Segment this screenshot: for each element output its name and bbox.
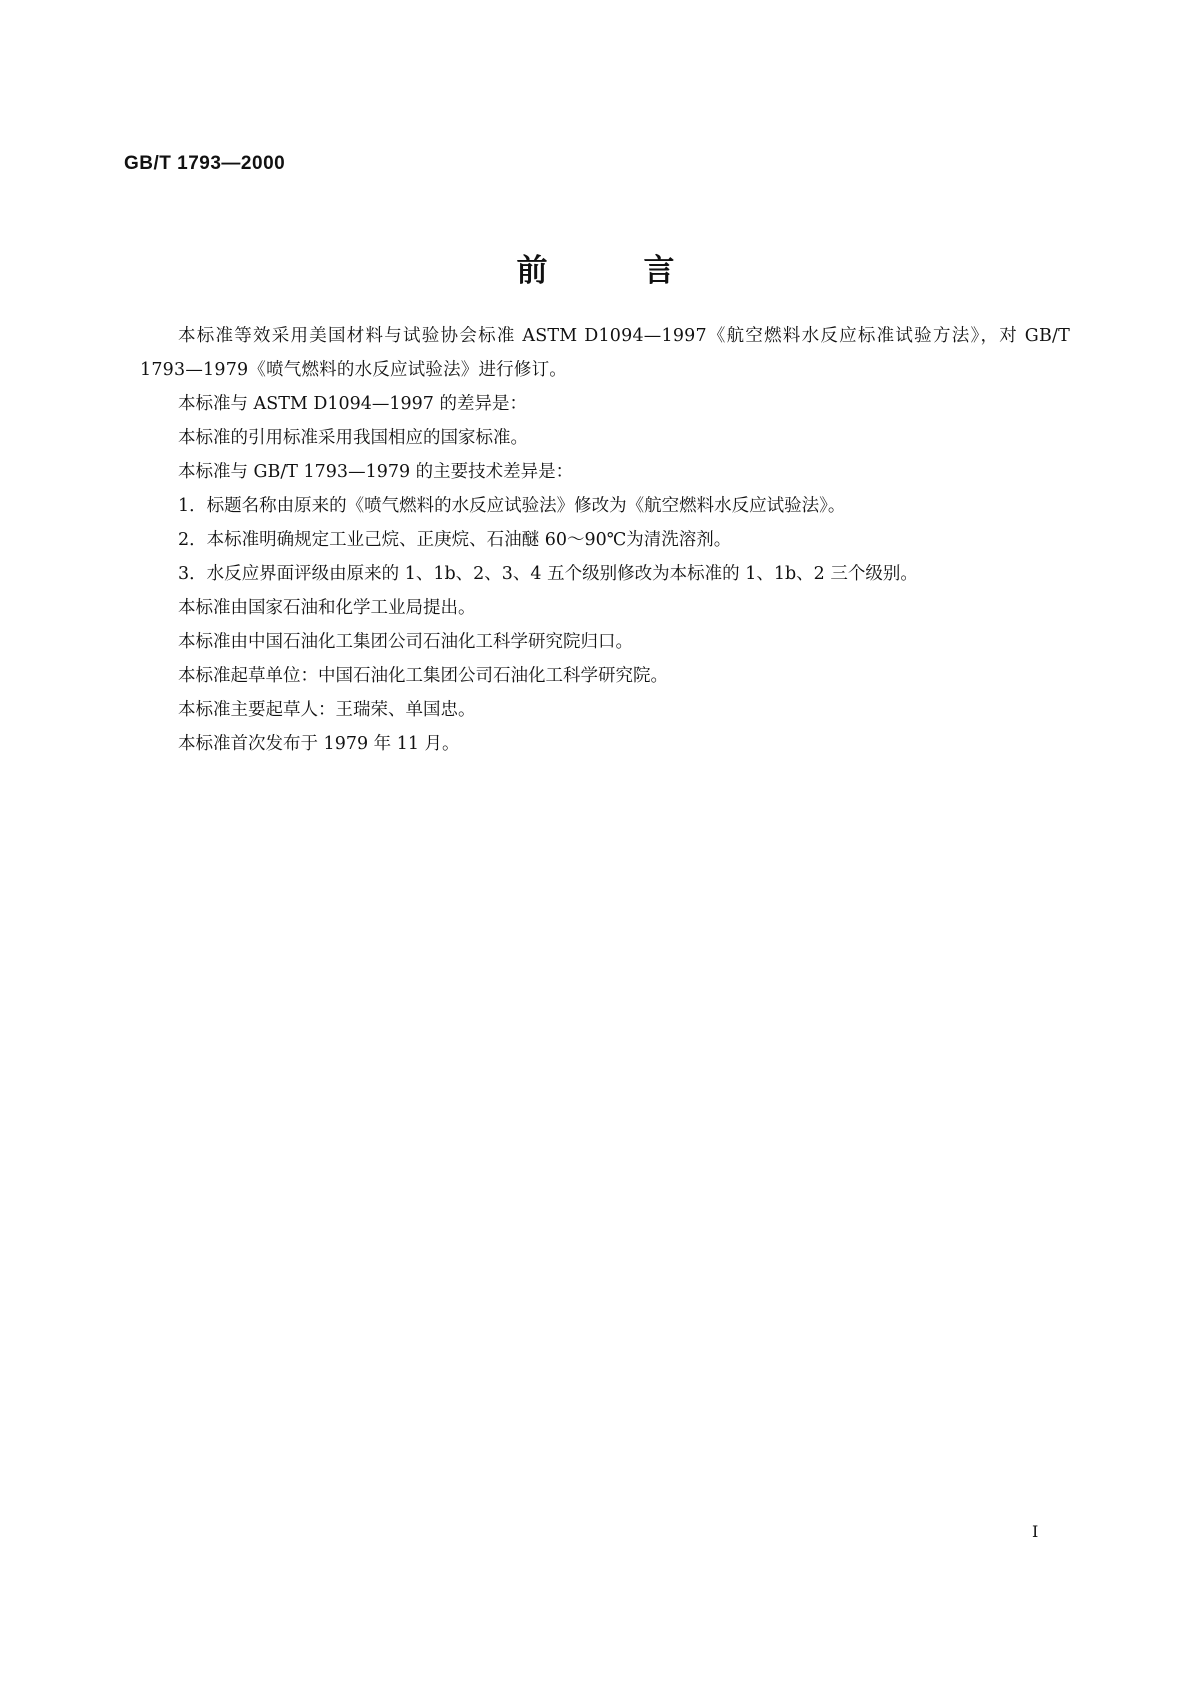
list-item-1: 1．标题名称由原来的《喷气燃料的水反应试验法》修改为《航空燃料水反应试验法》。 bbox=[178, 496, 846, 516]
paragraph-adoption: 本标准等效采用美国材料与试验协会标准 ASTM D1094—1997《航空燃料水反应标准试验方法》，对 GB/T 1793—1979《喷气燃料的水反应试验法》进行修订。 bbox=[140, 326, 1070, 380]
paragraph-drafters: 本标准主要起草人：王瑞荣、单国忠。 bbox=[178, 700, 476, 720]
standard-code: GB/T 1793—2000 bbox=[124, 153, 286, 174]
page-title bbox=[0, 245, 1191, 290]
paragraph-drafting-unit: 本标准起草单位：中国石油化工集团公司石油化工科学研究院。 bbox=[178, 666, 668, 686]
paragraph-reference-standards: 本标准的引用标准采用我国相应的国家标准。 bbox=[178, 428, 528, 448]
title-part-1: 前 bbox=[516, 253, 548, 289]
title-part-2: 言 bbox=[643, 253, 675, 289]
paragraph-differences-astm: 本标准与 ASTM D1094—1997 的差异是： bbox=[178, 394, 528, 414]
foreword-body bbox=[140, 319, 1070, 761]
paragraph-proposed-by: 本标准由国家石油和化学工业局提出。 bbox=[178, 598, 476, 618]
list-item-3: 3．水反应界面评级由原来的 1、1b、2、3、4 五个级别修改为本标准的 1、1b、2 三个级别。 bbox=[178, 564, 918, 584]
paragraph-differences-gbt: 本标准与 GB/T 1793—1979 的主要技术差异是： bbox=[178, 462, 574, 482]
page-number: I bbox=[1032, 1522, 1039, 1541]
list-item-2: 2．本标准明确规定工业己烷、正庚烷、石油醚 60～90℃为清洗溶剂。 bbox=[178, 530, 732, 550]
paragraph-centralized-by: 本标准由中国石油化工集团公司石油化工科学研究院归口。 bbox=[178, 632, 633, 652]
paragraph-first-published: 本标准首次发布于 1979 年 11 月。 bbox=[178, 734, 460, 754]
